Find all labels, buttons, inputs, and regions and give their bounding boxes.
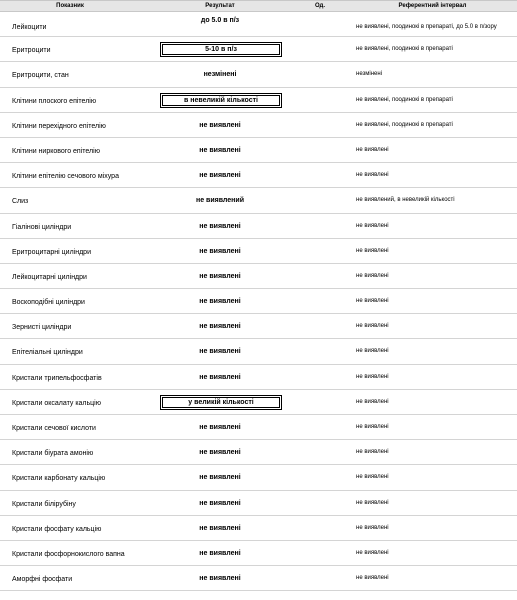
reference-range: не виявлені [356, 575, 389, 582]
parameter-name: Кристали фосфату кальцію [12, 525, 102, 533]
parameter-name: Кристали фосфорнокислого вапна [12, 550, 125, 558]
parameter-name: Епітеліальні циліндри [12, 349, 83, 357]
reference-range: не виявлені [356, 474, 389, 481]
table-row [0, 239, 517, 264]
parameter-name: Еритроцити [12, 47, 51, 55]
parameter-name: Кристали біурата амонію [12, 450, 94, 458]
table-row [0, 465, 517, 490]
table-row [0, 12, 517, 37]
header-result: Результат [205, 3, 235, 9]
table-row [0, 62, 517, 87]
parameter-name: Слиз [12, 198, 29, 206]
parameter-name: Зернисті циліндри [12, 324, 72, 332]
result-value: не виявлені [199, 575, 241, 583]
table-row [0, 88, 517, 113]
results-table-body [0, 12, 517, 591]
header-reference-range: Референтний інтервал [398, 3, 467, 9]
result-value: не виявлені [199, 348, 241, 356]
result-value: не виявлені [199, 146, 241, 154]
result-value: не виявлені [199, 121, 241, 129]
table-row [0, 188, 517, 213]
header-parameter: Показник [56, 3, 84, 9]
result-value: не виявлені [199, 222, 241, 230]
table-row [0, 516, 517, 541]
reference-range: не виявлені [356, 398, 389, 405]
flagged-result-value: 5-10 в п/з [160, 42, 282, 57]
table-row [0, 415, 517, 440]
reference-range: не виявлені [356, 146, 389, 153]
table-row [0, 566, 517, 591]
parameter-name: Лейкоцити [12, 24, 47, 31]
result-value: не виявлені [199, 424, 241, 431]
table-row [0, 138, 517, 163]
flagged-result-value: у великій кількості [160, 395, 282, 410]
table-row [0, 339, 517, 364]
reference-range: не виявлені, поодинокі в препараті [356, 121, 453, 128]
reference-range: не виявлені [356, 323, 389, 330]
table-header [0, 0, 517, 12]
result-value: не виявлені [199, 499, 241, 507]
parameter-name: Кристали трипельфосфатів [12, 374, 102, 382]
reference-range: не виявлені, поодинокі в препараті, до 5.0 в п/зору [356, 24, 497, 30]
reference-range: не виявлені [356, 499, 389, 506]
table-row [0, 113, 517, 138]
parameter-name: Клітини перехідного епітелію [12, 122, 106, 130]
reference-range: не виявлені [356, 424, 389, 430]
reference-range: не виявлені, поодинокі в препараті [356, 46, 453, 53]
parameter-name: Лейкоцитарні циліндри [12, 273, 87, 281]
reference-range: не виявлені [356, 549, 389, 556]
reference-range: не виявлені [356, 298, 389, 305]
result-value: незмінені [203, 71, 237, 79]
parameter-name: Клітини ниркового епітелію [12, 147, 100, 155]
parameter-name: Кристали карбонату кальцію [12, 475, 106, 483]
parameter-name: Гіалінові циліндри [12, 223, 72, 231]
parameter-name: Клітини епітелію сечового міхура [12, 173, 119, 181]
table-row [0, 163, 517, 188]
header-unit: Од. [315, 3, 325, 9]
result-value: не виявлені [199, 549, 241, 557]
result-value: не виявлені [199, 247, 241, 255]
result-value: не виявлений [195, 197, 245, 205]
reference-range: не виявлені [356, 524, 389, 531]
reference-range: не виявлені [356, 247, 389, 254]
reference-range: не виявлений, в невеликій кількості [356, 197, 455, 204]
result-value: не виявлені [199, 298, 241, 306]
result-value: не виявлені [199, 323, 241, 331]
parameter-name: Аморфні фосфати [12, 576, 73, 584]
reference-range: не виявлені [356, 348, 389, 355]
result-value: до 5.0 в п/з [200, 17, 240, 24]
result-value: не виявлені [199, 172, 241, 180]
result-value: не виявлені [199, 474, 241, 482]
parameter-name: Еритроцитарні циліндри [12, 248, 91, 256]
reference-range: не виявлені [356, 272, 389, 279]
result-value: не виявлені [199, 524, 241, 532]
table-row [0, 314, 517, 339]
reference-range: незмінені [356, 71, 383, 78]
table-row [0, 390, 517, 415]
table-row [0, 491, 517, 516]
result-value: не виявлені [199, 449, 241, 457]
reference-range: не виявлені [356, 222, 389, 229]
table-row [0, 541, 517, 566]
parameter-name: Клітини плоского епітелію [12, 97, 97, 105]
table-row [0, 289, 517, 314]
parameter-name: Кристали оксалату кальцію [12, 399, 101, 407]
reference-range: не виявлені, поодинокі в препараті [356, 96, 453, 103]
result-value: не виявлені [199, 272, 241, 280]
parameter-name: Воскоподібні циліндри [12, 299, 85, 307]
parameter-name: Еритроцити, стан [12, 72, 69, 80]
table-row [0, 37, 517, 62]
reference-range: не виявлені [356, 449, 389, 456]
table-row [0, 365, 517, 390]
parameter-name: Кристали сечової кислоти [12, 425, 96, 432]
table-row [0, 214, 517, 239]
result-value: не виявлені [199, 373, 241, 381]
table-row [0, 440, 517, 465]
table-row [0, 264, 517, 289]
flagged-result-value: в невеликій кількості [160, 93, 282, 108]
parameter-name: Кристали білірубіну [12, 500, 76, 508]
reference-range: не виявлені [356, 172, 389, 179]
reference-range: не виявлені [356, 373, 389, 380]
